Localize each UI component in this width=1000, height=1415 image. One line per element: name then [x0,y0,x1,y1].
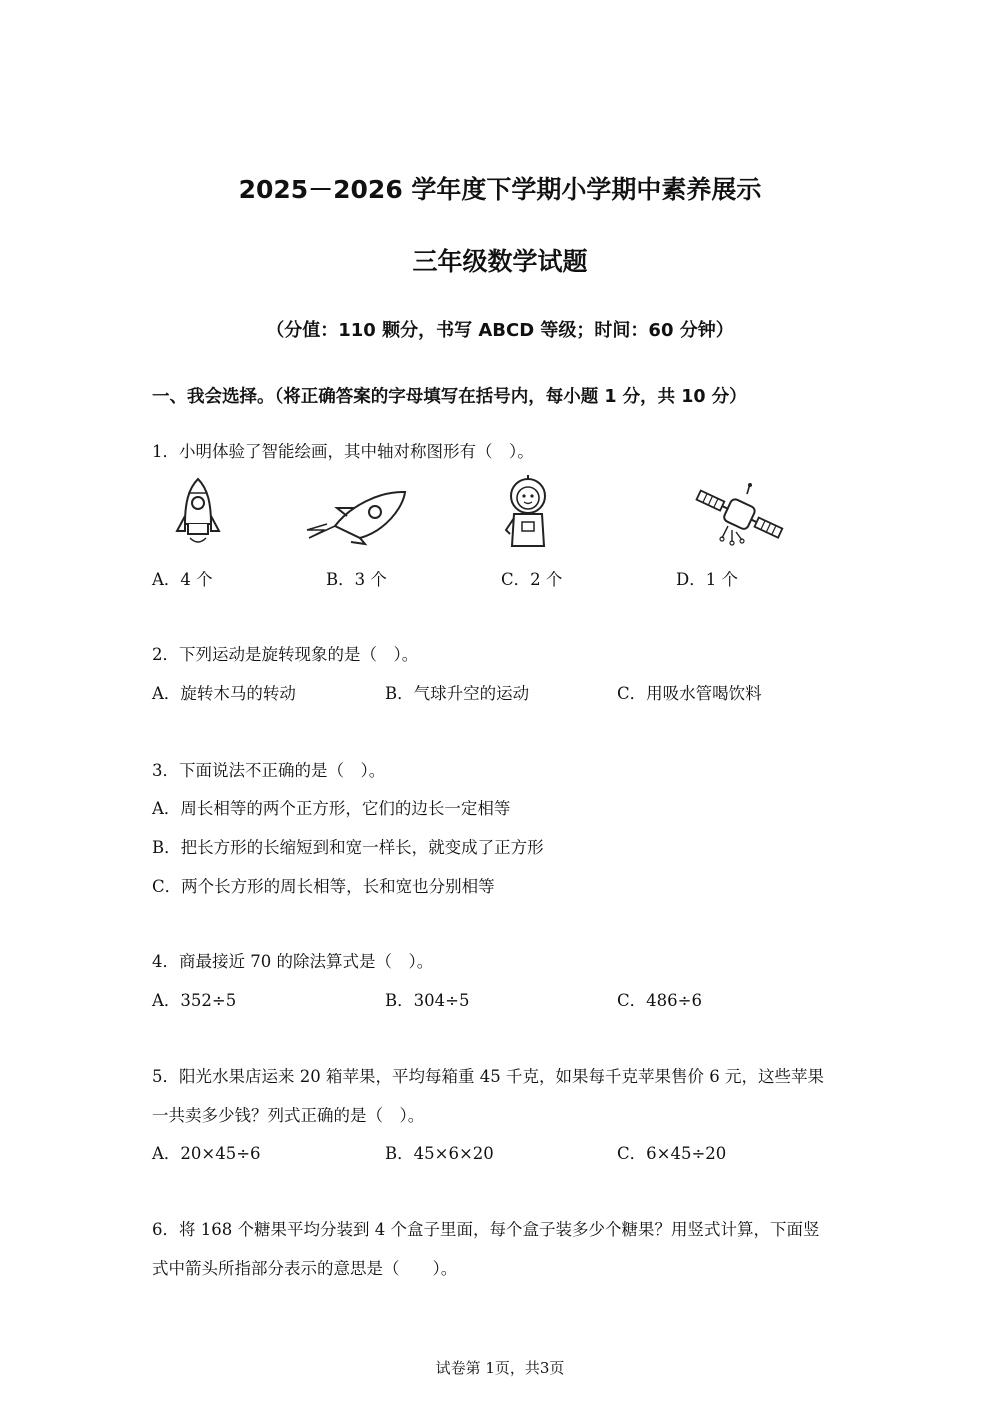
q3-option-b: B．把长方形的长缩短到和宽一样长，就变成了正方形 [152,838,544,857]
q3-option-a: A．周长相等的两个正方形，它们的边长一定相等 [152,799,511,818]
question-4-text: 4．商最接近 70 的除法算式是（ ）。 [152,952,434,971]
question-1-text: 1．小明体验了智能绘画，其中轴对称图形有（ ）。 [152,442,534,461]
astronaut-icon [500,474,556,550]
q5-option-c: C．6×45÷20 [617,1144,727,1163]
q2-option-c: C．用吸水管喝饮料 [617,684,762,703]
q4-option-b: B．304÷5 [385,991,470,1010]
q5-option-b: B．45×6×20 [385,1144,494,1163]
q1-option-d: D．1 个 [676,570,738,589]
q2-option-b: B．气球升空的运动 [385,684,530,703]
question-6-text-line2: 式中箭头所指部分表示的意思是（ ）。 [152,1259,458,1278]
page-footer: 试卷第 1页，共3页 [435,1359,565,1377]
question-5-text-line1: 5．阳光水果店运来 20 箱苹果，平均每箱重 45 千克，如果每千克苹果售价 6 元，这些苹果 [152,1067,824,1086]
flying-rocket-icon [305,486,410,546]
q4-option-c: C．486÷6 [617,991,702,1010]
satellite-icon [692,482,787,548]
q1-option-b: B．3 个 [326,570,387,589]
q1-option-a: A．4 个 [152,570,213,589]
rocket-icon [168,476,228,548]
section-heading: 一、我会选择。（将正确答案的字母填写在括号内，每小题 1 分，共 10 分） [152,387,747,407]
q2-option-a: A．旋转木马的转动 [152,684,296,703]
exam-title: 2025－2026 学年度下学期小学期中素养展示 [238,175,762,204]
exam-info: （分值：110 颗分，书写 ABCD 等级；时间：60 分钟） [266,320,734,341]
question-2-text: 2．下列运动是旋转现象的是（ ）。 [152,645,419,664]
question-3-text: 3．下面说法不正确的是（ ）。 [152,761,386,780]
q5-option-a: A．20×45÷6 [152,1144,261,1163]
exam-subtitle: 三年级数学试题 [412,247,588,276]
question-6-text-line1: 6．将 168 个糖果平均分装到 4 个盒子里面，每个盒子装多少个糖果？用竖式计算，下面竖 [152,1220,820,1239]
question-5-text-line2: 一共卖多少钱？列式正确的是（ ）。 [152,1106,425,1125]
q4-option-a: A．352÷5 [152,991,237,1010]
q1-option-c: C．2 个 [501,570,563,589]
q3-option-c: C．两个长方形的周长相等，长和宽也分别相等 [152,877,495,896]
